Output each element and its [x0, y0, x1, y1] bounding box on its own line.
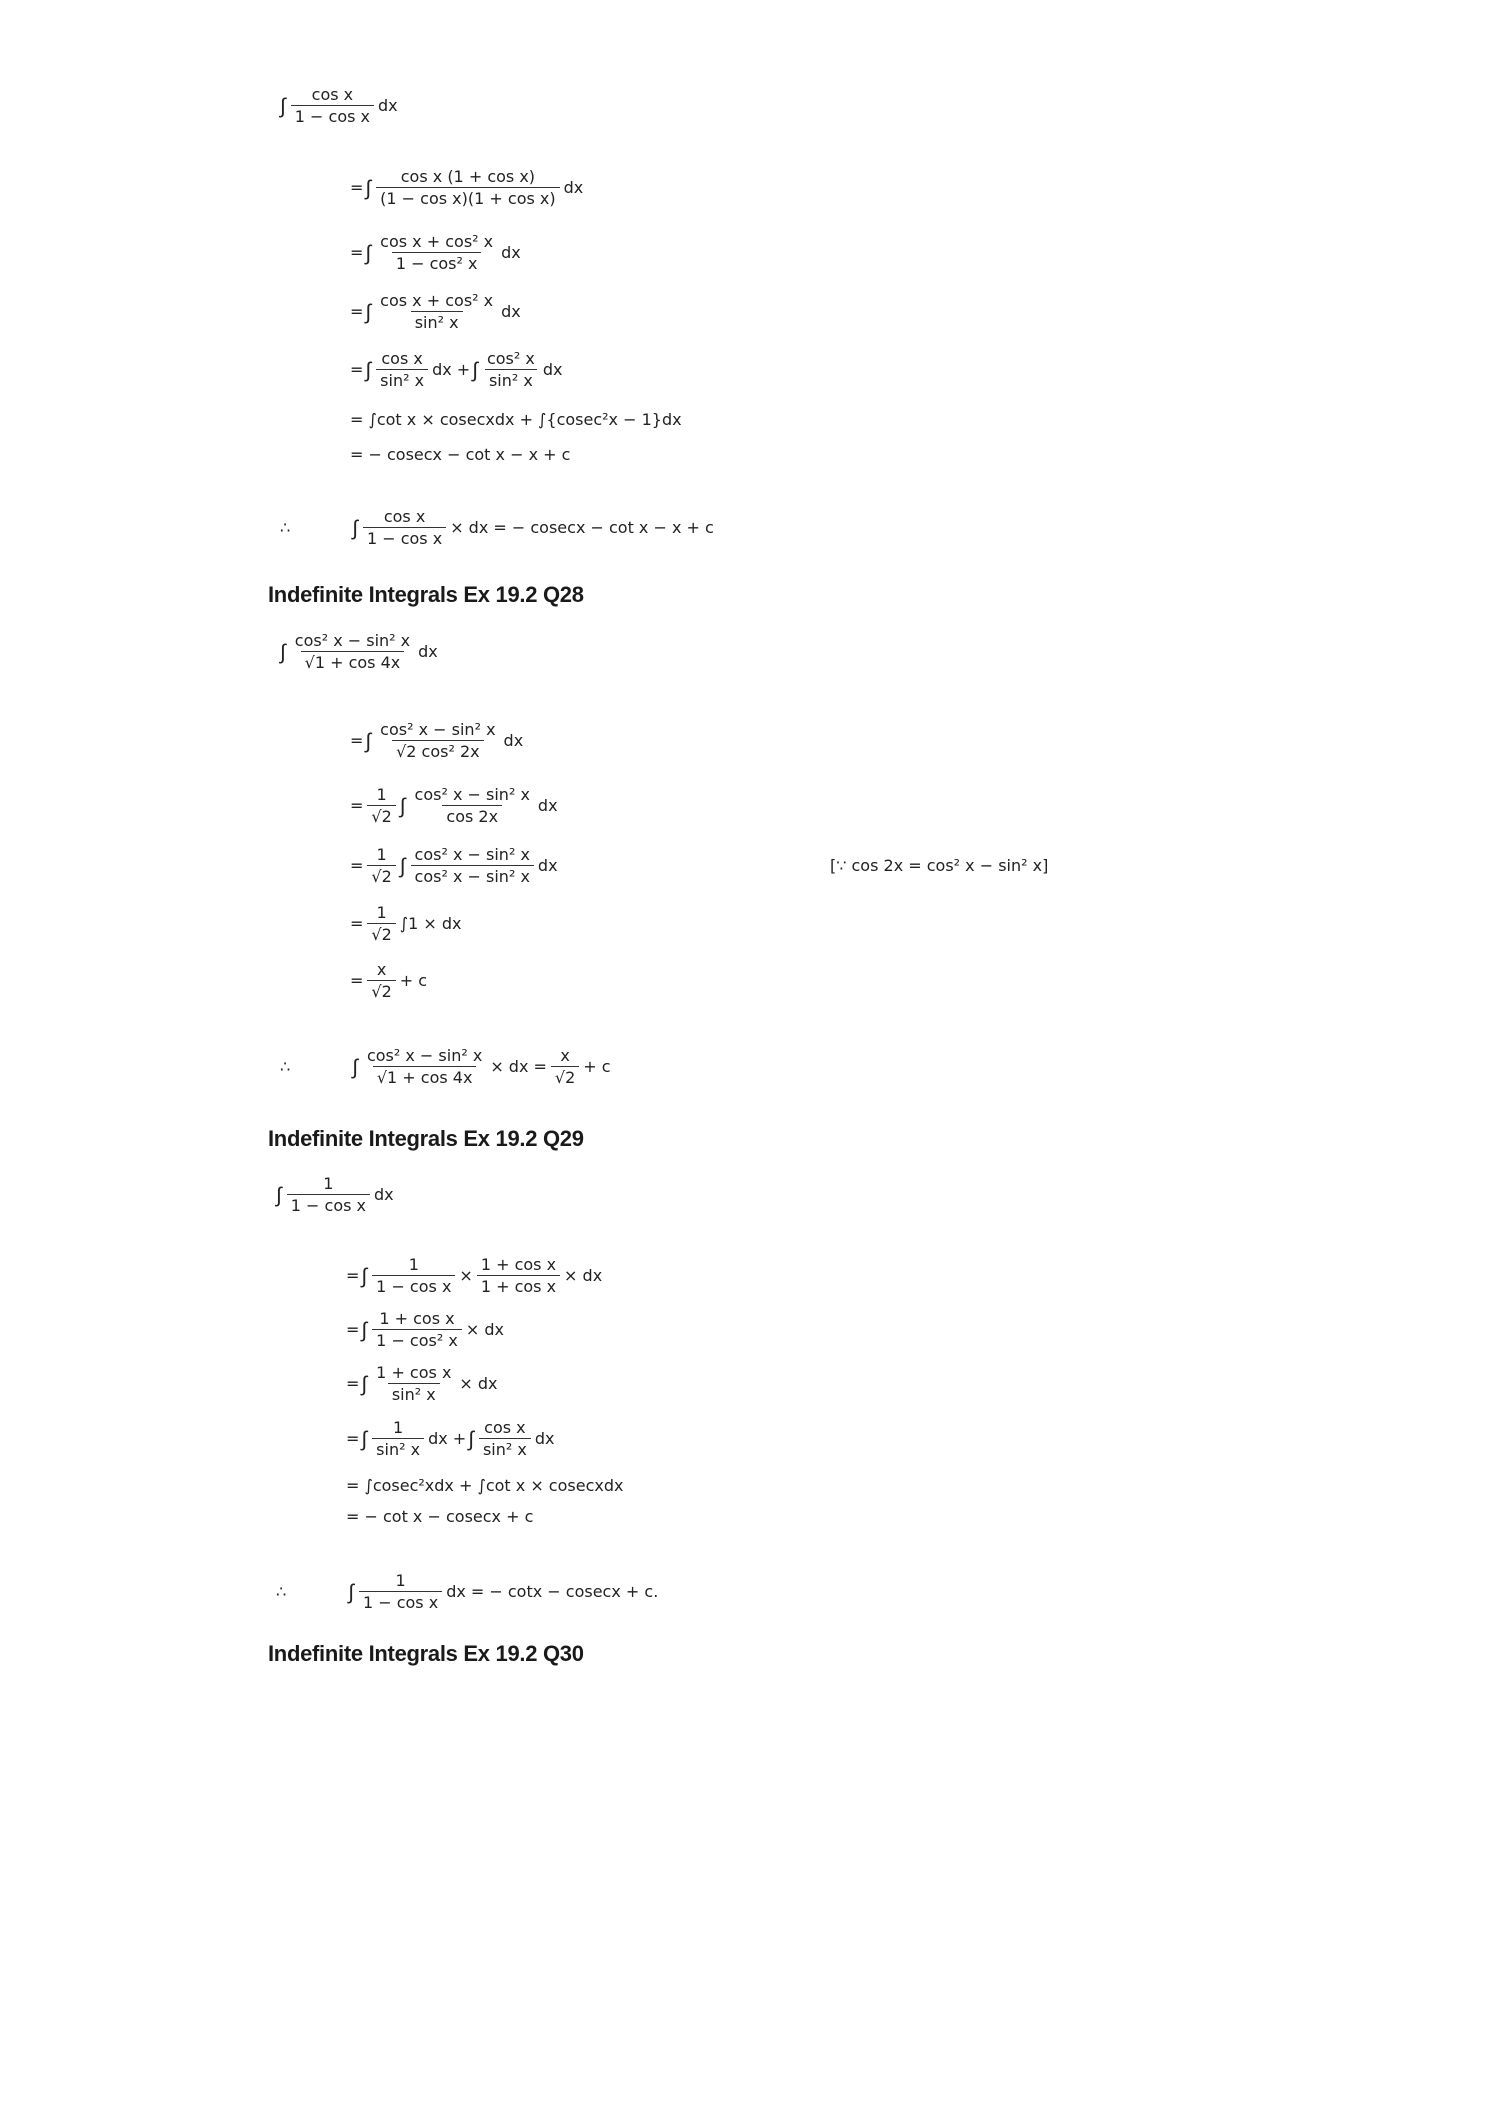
q27-problem: ∫ $\frac{\text{cos x}}{\text{1 − cos x}}$ dx	[280, 85, 398, 126]
therefore-symbol: ∴	[280, 1057, 291, 1076]
therefore-symbol: ∴	[280, 518, 291, 537]
denominator: (1 − cos x)(1 + cos x)	[376, 187, 559, 208]
q29-step-3: = ∫ $\frac{\text{1 + cos x}}{\text{sin² x}}$ × dx	[346, 1363, 498, 1404]
q27-step-5: = ∫cot x × cosecxdx + ∫{cosec²x − 1}dx	[350, 410, 682, 429]
numerator: cos x	[311, 85, 354, 104]
q27-step-4: = ∫ $\frac{\text{cos x}}{\text{sin² x}}$ dx + ∫ $\frac{\text{cos² x}}{\text{sin² x}}$ dx	[350, 349, 563, 390]
q27-step-1: = ∫ $\frac{\text{cos x (1 + cos x)}}{\text{(1 − cos x)(1 + cos x)}}$ dx	[350, 167, 584, 208]
heading-q29: Indefinite Integrals Ex 19.2 Q29	[268, 1126, 584, 1151]
q28-step-4: = $\frac{1}{√2}$ ∫1 × dx	[350, 903, 462, 944]
therefore-symbol: ∴	[276, 1582, 287, 1601]
q29-step-6: = − cot x − cosecx + c	[346, 1507, 534, 1526]
denominator: 1 − cos² x	[392, 252, 482, 273]
numerator: cos x + cos² x	[380, 232, 494, 251]
q29-step-1: = ∫ $\frac{1}{\text{1 − cos x}}$ × $\frac{\text{1 + cos x}}{\text{1 + cos x}}$ × dx	[346, 1255, 603, 1296]
q29-problem: ∫ $\frac{1}{\text{1 − cos x}}$ dx	[276, 1174, 394, 1215]
q27-step-6: = − cosecx − cot x − x + c	[350, 445, 571, 464]
q28-conclusion: ∴ ∫ $\frac{\text{cos² x − sin² x}}{√1 + \cos 4x}$ × dx = $\frac{x}{√2}$ + c	[280, 1046, 611, 1087]
q28-step-2: = $\frac{1}{√2}$ ∫ $\frac{\text{cos² x − sin² x}}{\cos 2x}$ dx	[350, 785, 558, 826]
denominator: 1 − cos x	[291, 105, 374, 126]
q28-identity-note: [∵ cos 2x = cos² x − sin² x]	[830, 856, 1049, 875]
q27-step-3: = ∫ $\frac{\text{cos x + cos² x}}{\text{sin² x}}$ dx	[350, 291, 521, 332]
heading-q30: Indefinite Integrals Ex 19.2 Q30	[268, 1641, 584, 1666]
q29-conclusion: ∴ ∫ $\frac{1}{\text{1 − cos x}}$ dx = − cotx − cosecx + c.	[276, 1571, 659, 1612]
heading-q28: Indefinite Integrals Ex 19.2 Q28	[268, 582, 584, 607]
q28-problem: ∫ $\frac{\text{cos² x − sin² x}}{√1 + \cos 4x}$ dx	[280, 631, 438, 672]
q29-step-4: = ∫ $\frac{1}{\text{sin² x}}$ dx + ∫ $\frac{\text{cos x}}{\text{sin² x}}$ dx	[346, 1418, 555, 1459]
q28-step-1: = ∫ $\frac{\text{cos² x − sin² x}}{\text{√2 cos² 2x}}$ dx	[350, 720, 524, 761]
q27-step-2: = ∫ $\frac{\text{cos x + cos² x}}{\text{1 − cos² x}}$ dx	[350, 232, 521, 273]
q29-step-5: = ∫cosec²xdx + ∫cot x × cosecxdx	[346, 1476, 624, 1495]
numerator: cos x + cos² x	[380, 291, 494, 310]
q28-step-5: = $\frac{x}{√2}$ + c	[350, 960, 428, 1001]
q29-step-2: = ∫ $\frac{\text{1 + cos x}}{\text{1 − cos² x}}$ × dx	[346, 1309, 504, 1350]
numerator: cos x (1 + cos x)	[400, 167, 536, 186]
q27-conclusion: ∴ ∫ $\frac{\text{cos x}}{\text{1 − cos x}}$ × dx = − cosecx − cot x − x + c	[280, 507, 714, 548]
denominator: sin² x	[411, 311, 463, 332]
q28-step-3: = $\frac{1}{√2}$ ∫ $\frac{\text{cos² x − sin² x}}{\text{cos² x − sin² x}}$ dx	[350, 845, 558, 886]
